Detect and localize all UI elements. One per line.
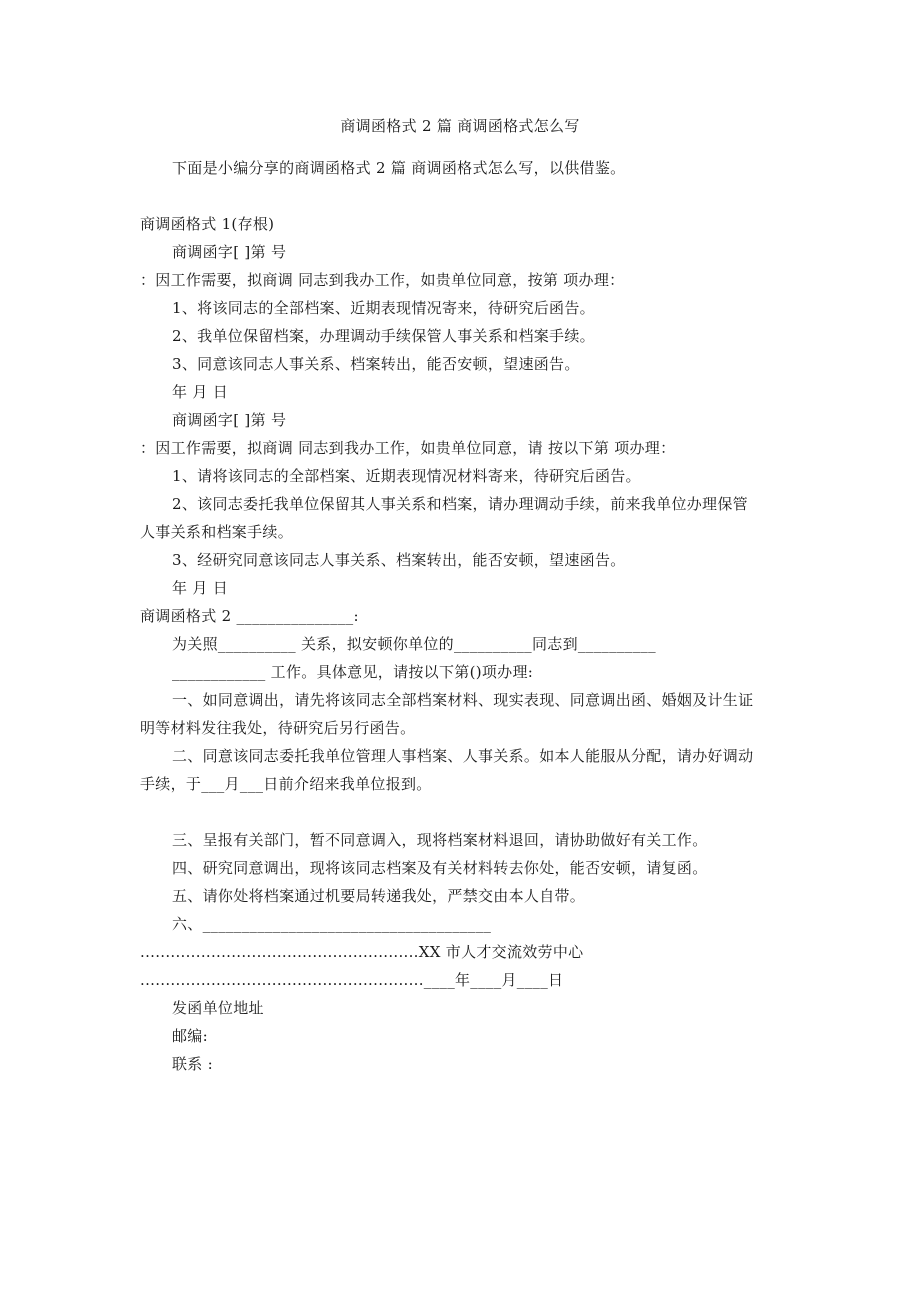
letter2-item-2: 2、该同志委托我单位保留其人事关系和档案，请办理调动手续，前来我单位办理保管 xyxy=(172,495,748,513)
format1-heading: 商调函格式 1(存根) xyxy=(140,215,275,233)
format2-heading: 商调函格式 2 _______________: xyxy=(140,607,359,625)
letter1-item-3: 3、同意该同志人事关系、档案转出，能否安顿，望速函告。 xyxy=(172,355,580,373)
letter1-item-1: 1、将该同志的全部档案、近期表现情况寄来，待研究后函告。 xyxy=(172,299,595,317)
option-3: 三、呈报有关部门，暂不同意调入，现将档案材料退回，请协助做好有关工作。 xyxy=(172,831,708,849)
signature-org: .......................................................XX 市人才交流效劳中心 xyxy=(140,943,584,961)
format2-line-1: 为关照__________ 关系，拟安顿你单位的__________同志到__________ xyxy=(172,635,656,653)
option-4: 四、研究同意调出，现将该同志档案及有关材料转去你处，能否安顿，请复函。 xyxy=(172,859,708,877)
letter2-ref: 商调函字[ ]第 号 xyxy=(172,411,287,429)
signature-date: ........................................................____年____月____日 xyxy=(140,971,564,989)
intro-paragraph: 下面是小编分享的商调函格式 2 篇 商调函格式怎么写，以供借鉴。 xyxy=(172,159,626,177)
document-title: 商调函格式 2 篇 商调函格式怎么写 xyxy=(340,117,580,135)
option-1: 一、如同意调出，请先将该同志全部档案材料、现实表现、同意调出函、婚姻及计生证 xyxy=(172,691,754,709)
letter2-date: 年 月 日 xyxy=(172,579,229,597)
letter2-body: ：因工作需要，拟商调 同志到我办工作，如贵单位同意，请 按以下第 项办理： xyxy=(140,439,676,457)
option-2: 二、同意该同志委托我单位管理人事档案、人事关系。如本人能服从分配，请办好调动 xyxy=(172,747,754,765)
sender-address: 发函单位地址 xyxy=(172,999,264,1017)
letter1-ref: 商调函字[ ]第 号 xyxy=(172,243,287,261)
option-5: 五、请你处将档案通过机要局转递我处，严禁交由本人自带。 xyxy=(172,887,586,905)
letter2-item-3: 3、经研究同意该同志人事关系、档案转出，能否安顿，望速函告。 xyxy=(172,551,626,569)
letter1-item-2: 2、我单位保留档案，办理调动手续保管人事关系和档案手续。 xyxy=(172,327,595,345)
letter1-date: 年 月 日 xyxy=(172,383,229,401)
contact: 联系 : xyxy=(172,1055,214,1073)
option-2-cont: 手续，于___月___日前介绍来我单位报到。 xyxy=(140,775,432,793)
format2-line-2: ____________ 工作。具体意见，请按以下第()项办理: xyxy=(172,663,534,681)
postcode: 邮编: xyxy=(172,1027,208,1045)
letter2-item-1: 1、请将该同志的全部档案、近期表现情况材料寄来，待研究后函告。 xyxy=(172,467,641,485)
letter1-body: ：因工作需要，拟商调 同志到我办工作，如贵单位同意，按第 项办理： xyxy=(140,271,625,289)
option-6: 六、_____________________________________ xyxy=(172,915,492,933)
option-1-cont: 明等材料发往我处，待研究后另行函告。 xyxy=(140,719,416,737)
letter2-item-2-cont: 人事关系和档案手续。 xyxy=(140,523,294,541)
